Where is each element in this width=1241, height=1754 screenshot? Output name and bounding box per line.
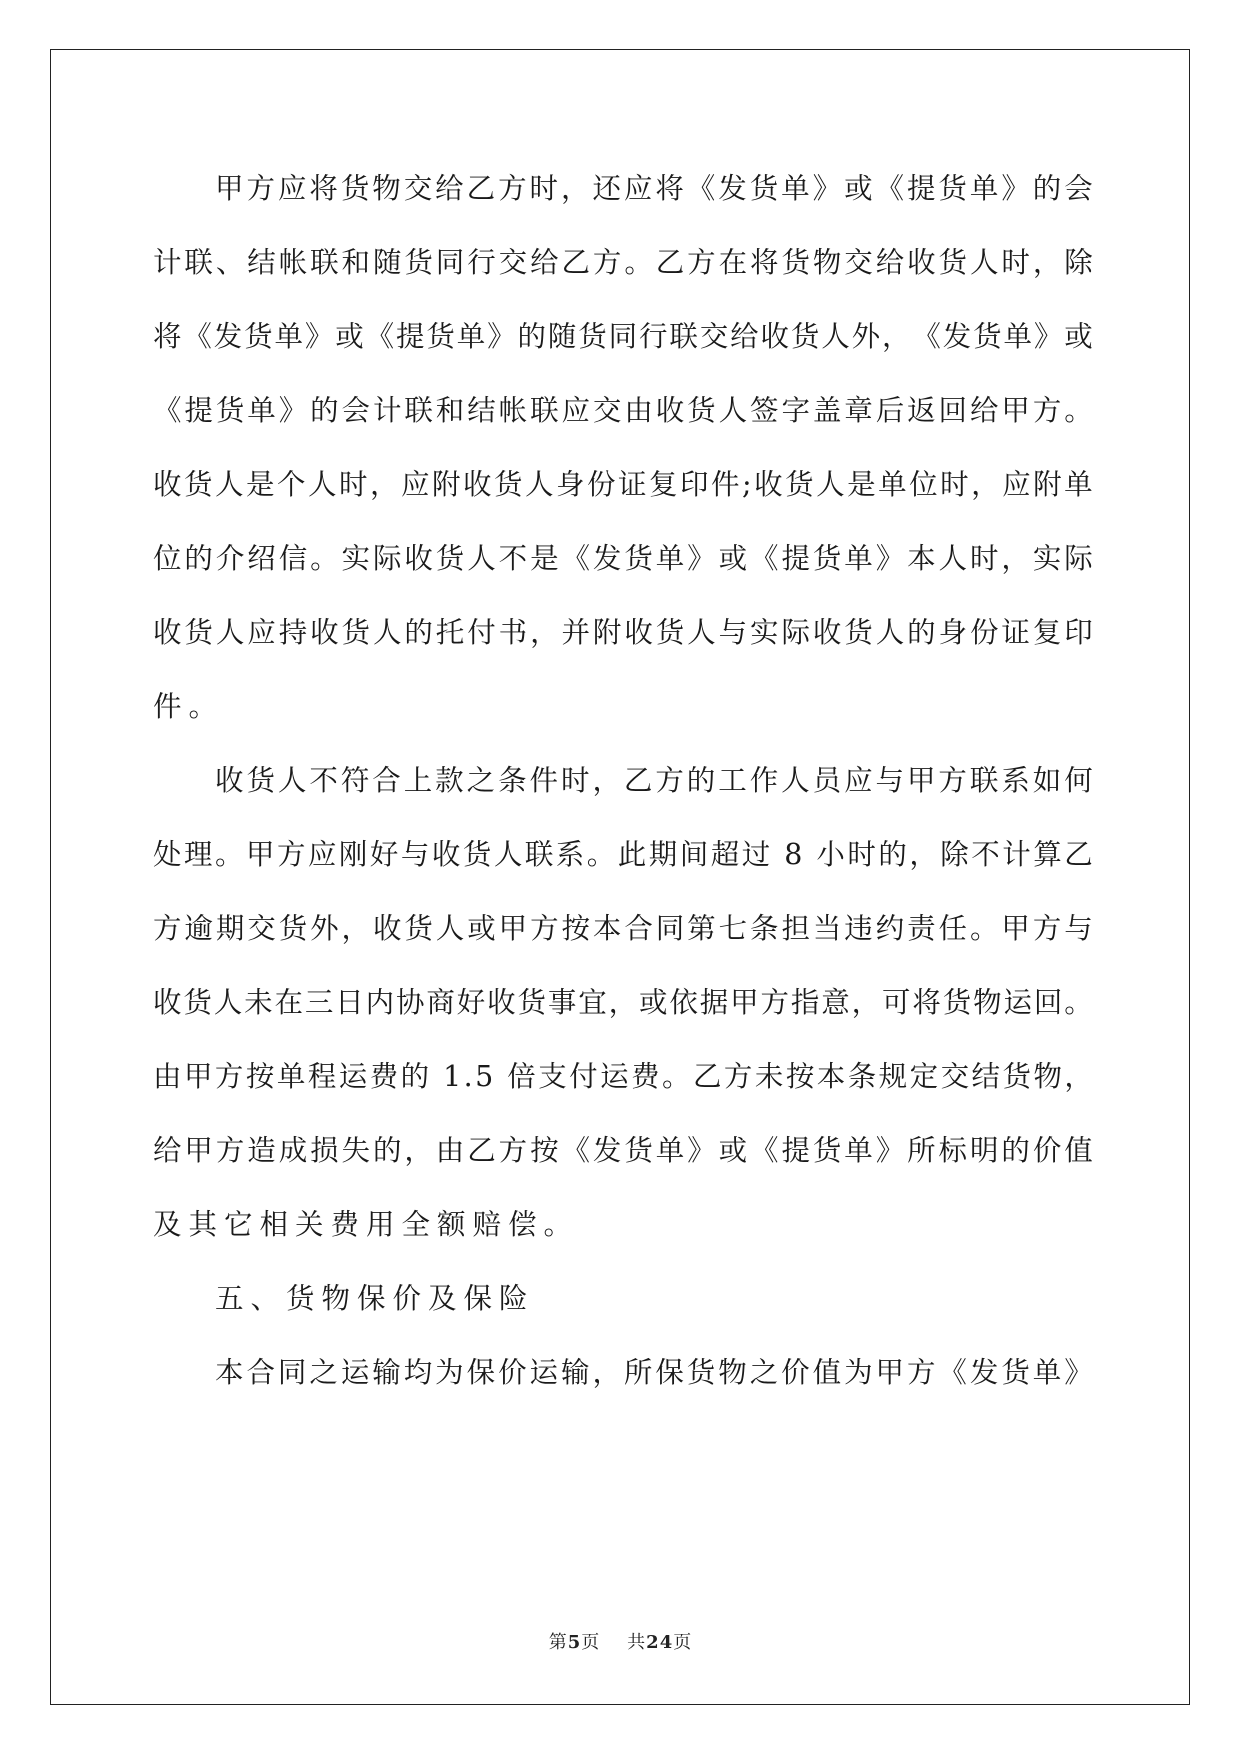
text-line: 位 的 介 绍 信 。 实 际 收 货 人 不 是 《 发 货 单 》 或 《 提 货 单 》 本 人 时 ， 实 际 [153,542,1093,575]
text-line: 由 甲 方 按 单 程 运 费 的 1 . 5 倍 支 付 运 费 。 乙 方 未 按 本 条 规 定 交 结 货 物 ， [153,1060,1093,1093]
text-line: 甲 方 应 将 货 物 交 给 乙 方 时 ， 还 应 将 《 发 货 单 》 或 《 提 货 单 》 的 会 [215,172,1093,205]
footer-page-suffix: 页 [581,1632,601,1653]
footer-total-suffix: 页 [673,1632,693,1653]
text-line: 处 理 。 甲 方 应 刚 好 与 收 货 人 联 系 。 此 期 间 超 过 8 小 时 的 ， 除 不 计 算 乙 [153,838,1093,871]
text-line: 及其它相关费用全额赔偿。 [153,1208,580,1241]
text-line: 收 货 人 是 个 人 时 ， 应 附 收 货 人 身 份 证 复 印 件 ; 收 货 人 是 单 位 时 ， 应 附 单 [153,468,1093,501]
text-line: 给 甲 方 造 成 损 失 的 ， 由 乙 方 按 《 发 货 单 》 或 《 提 货 单 》 所 标 明 的 价 值 [153,1134,1093,1167]
footer-page-number: 5 [567,1632,582,1653]
text-line: 本 合 同 之 运 输 均 为 保 价 运 输 ， 所 保 货 物 之 价 值 为 甲 方 《 发 货 单 》 [215,1356,1093,1389]
text-line: 将 《 发 货 单 》 或 《 提 货 单 》 的 随 货 同 行 联 交 给 收 货 人 外 ， 《 发 货 单 》 或 [153,320,1093,353]
document-body [153,162,1093,1420]
text-line: 《 提 货 单 》 的 会 计 联 和 结 帐 联 应 交 由 收 货 人 签 字 盖 章 后 返 回 给 甲 方 。 [153,394,1093,427]
text-line: 件。 [153,690,225,723]
footer-page-prefix: 第 [548,1632,568,1653]
text-line: 收 货 人 未 在 三 日 内 协 商 好 收 货 事 宜 ， 或 依 据 甲 方 指 意 ， 可 将 货 物 运 回 。 [153,986,1093,1019]
text-line: 收 货 人 应 持 收 货 人 的 托 付 书 ， 并 附 收 货 人 与 实 际 收 货 人 的 身 份 证 复 印 [153,616,1093,649]
page-footer [0,1628,1241,1654]
footer-total-pages: 24 [646,1632,674,1653]
text-line: 收 货 人 不 符 合 上 款 之 条 件 时 ， 乙 方 的 工 作 人 员 应 与 甲 方 联 系 如 何 [215,764,1093,797]
text-line: 五、货物保价及保险 [215,1282,535,1315]
footer-total-prefix: 共 [627,1632,647,1653]
text-line: 方 逾 期 交 货 外 ， 收 货 人 或 甲 方 按 本 合 同 第 七 条 担 当 违 约 责 任 。 甲 方 与 [153,912,1093,945]
text-line: 计 联 、 结 帐 联 和 随 货 同 行 交 给 乙 方 。 乙 方 在 将 货 物 交 给 收 货 人 时 ， 除 [153,246,1093,279]
